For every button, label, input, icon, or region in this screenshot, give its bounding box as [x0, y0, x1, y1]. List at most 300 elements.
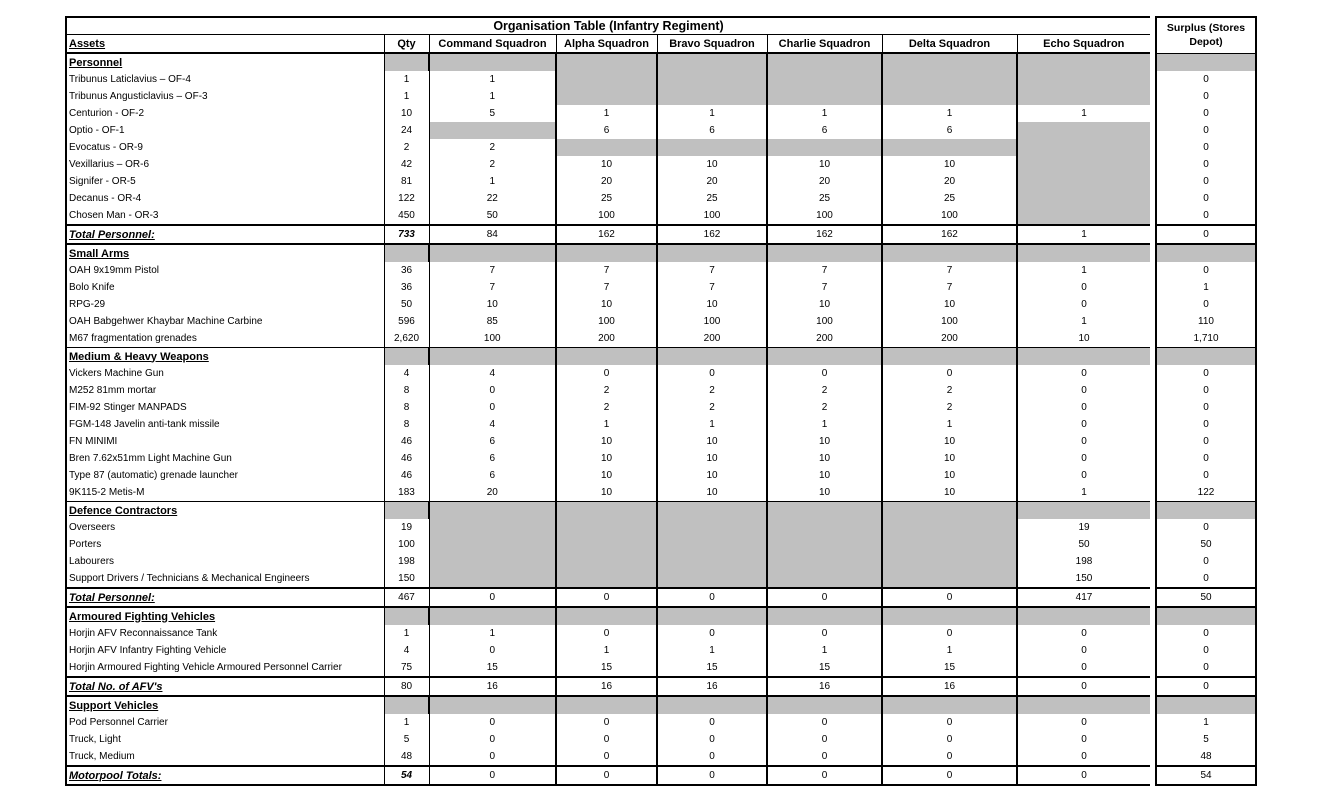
squadron-cell: 0 [882, 748, 1017, 766]
squadron-cell: 200 [657, 330, 767, 348]
squadron-cell [767, 139, 882, 156]
squadron-cell: 0 [1017, 279, 1150, 296]
asset-name: Type 87 (automatic) grenade launcher [66, 467, 384, 484]
squadron-cell: 10 [556, 484, 657, 502]
squadron-cell: 0 [429, 382, 556, 399]
asset-row [66, 190, 1256, 207]
squadron-cell [882, 139, 1017, 156]
surplus-cell: 0 [1156, 190, 1256, 207]
squadron-cell: 20 [556, 173, 657, 190]
asset-row [66, 484, 1256, 502]
squadron-cell: 0 [429, 588, 556, 607]
squadron-cell: 7 [767, 279, 882, 296]
qty-cell: 4 [384, 642, 429, 659]
qty-cell: 2,620 [384, 330, 429, 348]
squadron-cell: 16 [767, 677, 882, 696]
squadron-cell: 10 [556, 433, 657, 450]
squadron-cell [657, 553, 767, 570]
squadron-cell: 100 [556, 207, 657, 225]
squadron-cell: 16 [882, 677, 1017, 696]
squadron-cell [556, 71, 657, 88]
squadron-cell: 1 [1017, 484, 1150, 502]
asset-name: Pod Personnel Carrier [66, 714, 384, 731]
shaded-cell [556, 607, 657, 625]
shaded-cell [1017, 502, 1150, 520]
qty-cell: 42 [384, 156, 429, 173]
surplus-cell: 48 [1156, 748, 1256, 766]
asset-row [66, 330, 1256, 348]
section-heading: Personnel [66, 53, 384, 71]
asset-name: Vickers Machine Gun [66, 365, 384, 382]
surplus-cell: 0 [1156, 207, 1256, 225]
shaded-cell [767, 53, 882, 71]
qty-cell: 5 [384, 731, 429, 748]
squadron-cell: 1 [657, 642, 767, 659]
asset-row [66, 105, 1256, 122]
squadron-cell: 1 [1017, 262, 1150, 279]
qty-cell: 100 [384, 536, 429, 553]
squadron-cell [1017, 190, 1150, 207]
squadron-cell: 0 [767, 625, 882, 642]
squadron-cell: 7 [429, 262, 556, 279]
squadron-cell: 7 [429, 279, 556, 296]
squadron-cell: 5 [429, 105, 556, 122]
asset-row [66, 156, 1256, 173]
squadron-cell: 0 [429, 714, 556, 731]
squadron-cell: 100 [657, 313, 767, 330]
organisation-table-sheet [65, 16, 1257, 786]
squadron-cell: 25 [882, 190, 1017, 207]
squadron-cell: 10 [657, 296, 767, 313]
squadron-cell: 100 [882, 313, 1017, 330]
squadron-cell: 10 [657, 484, 767, 502]
squadron-cell [556, 570, 657, 588]
surplus-cell: 0 [1156, 262, 1256, 279]
squadron-cell: 200 [767, 330, 882, 348]
total-label: Total No. of AFV's [66, 677, 384, 696]
squadron-cell: 0 [1017, 433, 1150, 450]
squadron-cell: 7 [882, 279, 1017, 296]
squadron-cell: 1 [882, 642, 1017, 659]
squadron-cell: 4 [429, 416, 556, 433]
squadron-cell: 15 [429, 659, 556, 677]
squadron-cell: 1 [1017, 225, 1150, 244]
squadron-cell: 0 [657, 748, 767, 766]
asset-row [66, 262, 1256, 279]
squadron-cell: 10 [1017, 330, 1150, 348]
squadron-cell: 0 [1017, 382, 1150, 399]
squadron-cell [429, 122, 556, 139]
qty-cell: 8 [384, 416, 429, 433]
section-heading: Small Arms [66, 244, 384, 262]
squadron-cell: 0 [429, 748, 556, 766]
squadron-cell: 2 [657, 382, 767, 399]
surplus-cell: 0 [1156, 450, 1256, 467]
squadron-cell: 2 [882, 382, 1017, 399]
asset-name: Tribunus Laticlavius – OF-4 [66, 71, 384, 88]
squadron-cell: 0 [429, 731, 556, 748]
squadron-cell: 0 [1017, 642, 1150, 659]
asset-name: Centurion - OF-2 [66, 105, 384, 122]
surplus-cell: 0 [1156, 139, 1256, 156]
squadron-cell: 2 [767, 399, 882, 416]
squadron-cell: 10 [556, 296, 657, 313]
asset-name: RPG-29 [66, 296, 384, 313]
asset-row [66, 313, 1256, 330]
squadron-cell: 19 [1017, 519, 1150, 536]
total-row [66, 766, 1256, 785]
asset-row [66, 207, 1256, 225]
squadron-cell: 417 [1017, 588, 1150, 607]
surplus-cell: 0 [1156, 659, 1256, 677]
squadron-cell: 1 [767, 105, 882, 122]
shaded-cell [657, 696, 767, 714]
section-row [66, 348, 1256, 366]
surplus-cell: 1,710 [1156, 330, 1256, 348]
squadron-cell: 2 [882, 399, 1017, 416]
squadron-cell [556, 139, 657, 156]
asset-name: Support Drivers / Technicians & Mechanical Engineers [66, 570, 384, 588]
surplus-cell: 0 [1156, 553, 1256, 570]
squadron-cell: 6 [429, 433, 556, 450]
asset-name: Chosen Man - OR-3 [66, 207, 384, 225]
section-heading: Support Vehicles [66, 696, 384, 714]
shaded-cell [556, 244, 657, 262]
shaded-cell [384, 502, 429, 520]
squadron-cell [1017, 207, 1150, 225]
squadron-cell: 1 [657, 416, 767, 433]
squadron-cell: 0 [882, 766, 1017, 785]
shaded-cell [429, 696, 556, 714]
shaded-cell [429, 244, 556, 262]
surplus-cell: 0 [1156, 677, 1256, 696]
shaded-cell [882, 696, 1017, 714]
squadron-cell: 10 [767, 433, 882, 450]
shaded-cell [767, 244, 882, 262]
squadron-cell: 10 [556, 450, 657, 467]
surplus-cell: 0 [1156, 156, 1256, 173]
shaded-cell [1017, 607, 1150, 625]
surplus-cell: 0 [1156, 122, 1256, 139]
squadron-cell: 2 [556, 382, 657, 399]
squadron-cell [657, 71, 767, 88]
squadron-cell: 6 [429, 467, 556, 484]
squadron-cell: 0 [556, 748, 657, 766]
squadron-cell: 0 [1017, 416, 1150, 433]
surplus-header: Surplus (Stores Depot) [1156, 17, 1256, 53]
squadron-cell: 100 [556, 313, 657, 330]
squadron-cell: 0 [1017, 731, 1150, 748]
shaded-cell [657, 53, 767, 71]
squadron-cell [429, 519, 556, 536]
asset-name: Decanus - OR-4 [66, 190, 384, 207]
squadron-cell: 1 [767, 416, 882, 433]
squadron-cell [657, 519, 767, 536]
shaded-cell [1156, 696, 1256, 714]
squadron-cell: 7 [657, 279, 767, 296]
squadron-cell: 22 [429, 190, 556, 207]
surplus-cell: 0 [1156, 433, 1256, 450]
squadron-cell: 25 [556, 190, 657, 207]
squadron-cell: 100 [767, 313, 882, 330]
squadron-cell [657, 139, 767, 156]
squadron-cell: 6 [767, 122, 882, 139]
asset-row [66, 570, 1256, 588]
squadron-cell: 1 [556, 416, 657, 433]
total-row [66, 225, 1256, 244]
shaded-cell [767, 607, 882, 625]
squadron-cell [429, 553, 556, 570]
qty-cell: 54 [384, 766, 429, 785]
asset-row [66, 467, 1256, 484]
shaded-cell [1156, 53, 1256, 71]
squadron-cell: 1 [767, 642, 882, 659]
squadron-cell: 0 [882, 731, 1017, 748]
asset-name: OAH Babgehwer Khaybar Machine Carbine [66, 313, 384, 330]
squadron-cell: 0 [556, 365, 657, 382]
surplus-cell: 122 [1156, 484, 1256, 502]
qty-cell: 8 [384, 382, 429, 399]
squadron-cell: 0 [556, 588, 657, 607]
squadron-cell: 0 [556, 714, 657, 731]
squadron-cell: 0 [1017, 625, 1150, 642]
shaded-cell [429, 53, 556, 71]
squadron-cell: 85 [429, 313, 556, 330]
squadron-cell: 25 [657, 190, 767, 207]
squadron-cell: 10 [767, 467, 882, 484]
table-title: Organisation Table (Infantry Regiment) [66, 17, 1150, 35]
assets-header: Assets [66, 35, 384, 54]
squadron-cell: 0 [767, 714, 882, 731]
asset-row [66, 296, 1256, 313]
squadron-cell: 0 [1017, 677, 1150, 696]
squadron-cell: 0 [767, 731, 882, 748]
squadron-cell: 0 [1017, 659, 1150, 677]
qty-cell: 48 [384, 748, 429, 766]
squadron-cell: 162 [657, 225, 767, 244]
squadron-cell: 100 [429, 330, 556, 348]
qty-cell: 198 [384, 553, 429, 570]
shaded-cell [1156, 607, 1256, 625]
qty-cell: 19 [384, 519, 429, 536]
shaded-cell [1017, 696, 1150, 714]
squadron-cell [657, 570, 767, 588]
section-heading: Armoured Fighting Vehicles [66, 607, 384, 625]
qty-cell: 1 [384, 71, 429, 88]
squadron-cell: 15 [767, 659, 882, 677]
squadron-cell: 10 [882, 450, 1017, 467]
shaded-cell [384, 607, 429, 625]
shaded-cell [556, 53, 657, 71]
squadron-cell [556, 553, 657, 570]
qty-cell: 183 [384, 484, 429, 502]
total-label: Total Personnel: [66, 588, 384, 607]
squadron-cell: 0 [429, 642, 556, 659]
squadron-cell: 100 [657, 207, 767, 225]
squadron-cell: 6 [657, 122, 767, 139]
shaded-cell [657, 607, 767, 625]
asset-row [66, 625, 1256, 642]
asset-name: Truck, Light [66, 731, 384, 748]
shaded-cell [1017, 244, 1150, 262]
column-header: Bravo Squadron [657, 35, 767, 54]
surplus-cell: 5 [1156, 731, 1256, 748]
column-header: Qty [384, 35, 429, 54]
squadron-cell: 0 [1017, 365, 1150, 382]
asset-name: Signifer - OR-5 [66, 173, 384, 190]
asset-row [66, 433, 1256, 450]
qty-cell: 150 [384, 570, 429, 588]
total-label: Total Personnel: [66, 225, 384, 244]
squadron-cell: 7 [767, 262, 882, 279]
surplus-cell: 0 [1156, 173, 1256, 190]
squadron-cell: 1 [657, 105, 767, 122]
asset-name: Optio - OF-1 [66, 122, 384, 139]
squadron-cell: 0 [767, 588, 882, 607]
squadron-cell: 16 [556, 677, 657, 696]
qty-cell: 1 [384, 88, 429, 105]
surplus-cell: 0 [1156, 625, 1256, 642]
asset-name: Bolo Knife [66, 279, 384, 296]
squadron-cell: 7 [657, 262, 767, 279]
header-row [66, 35, 1256, 54]
asset-row [66, 536, 1256, 553]
surplus-cell: 0 [1156, 296, 1256, 313]
squadron-cell [657, 88, 767, 105]
asset-row [66, 88, 1256, 105]
column-header: Alpha Squadron [556, 35, 657, 54]
asset-row [66, 659, 1256, 677]
squadron-cell: 6 [556, 122, 657, 139]
shaded-cell [882, 502, 1017, 520]
squadron-cell: 10 [657, 467, 767, 484]
squadron-cell: 6 [882, 122, 1017, 139]
squadron-cell: 0 [556, 766, 657, 785]
squadron-cell: 2 [767, 382, 882, 399]
surplus-cell: 50 [1156, 536, 1256, 553]
squadron-cell: 2 [429, 156, 556, 173]
squadron-cell: 0 [429, 766, 556, 785]
shaded-cell [429, 348, 556, 366]
squadron-cell: 10 [556, 156, 657, 173]
asset-name: M67 fragmentation grenades [66, 330, 384, 348]
surplus-cell: 0 [1156, 382, 1256, 399]
squadron-cell: 0 [1017, 450, 1150, 467]
squadron-cell: 0 [657, 766, 767, 785]
squadron-cell [1017, 71, 1150, 88]
squadron-cell: 16 [657, 677, 767, 696]
asset-name: OAH 9x19mm Pistol [66, 262, 384, 279]
squadron-cell: 0 [657, 714, 767, 731]
surplus-cell: 1 [1156, 279, 1256, 296]
squadron-cell: 20 [429, 484, 556, 502]
squadron-cell: 10 [429, 296, 556, 313]
qty-cell: 46 [384, 433, 429, 450]
surplus-cell: 0 [1156, 642, 1256, 659]
squadron-cell: 10 [657, 450, 767, 467]
squadron-cell: 0 [556, 625, 657, 642]
squadron-cell: 1 [1017, 313, 1150, 330]
squadron-cell: 1 [882, 416, 1017, 433]
asset-row [66, 173, 1256, 190]
squadron-cell: 0 [767, 766, 882, 785]
squadron-cell: 20 [882, 173, 1017, 190]
squadron-cell: 0 [1017, 467, 1150, 484]
surplus-cell: 0 [1156, 467, 1256, 484]
squadron-cell [1017, 122, 1150, 139]
squadron-cell [556, 536, 657, 553]
shaded-cell [556, 696, 657, 714]
squadron-cell [657, 536, 767, 553]
squadron-cell: 4 [429, 365, 556, 382]
squadron-cell: 7 [556, 262, 657, 279]
squadron-cell: 1 [1017, 105, 1150, 122]
section-row [66, 53, 1256, 71]
squadron-cell: 10 [882, 156, 1017, 173]
squadron-cell: 15 [657, 659, 767, 677]
squadron-cell: 0 [657, 731, 767, 748]
shaded-cell [384, 348, 429, 366]
asset-row [66, 731, 1256, 748]
squadron-cell: 2 [556, 399, 657, 416]
squadron-cell: 84 [429, 225, 556, 244]
surplus-cell: 110 [1156, 313, 1256, 330]
squadron-cell: 100 [767, 207, 882, 225]
squadron-cell [882, 553, 1017, 570]
squadron-cell: 10 [767, 296, 882, 313]
squadron-cell: 10 [767, 450, 882, 467]
shaded-cell [767, 696, 882, 714]
squadron-cell: 7 [556, 279, 657, 296]
column-header: Echo Squadron [1017, 35, 1150, 54]
qty-cell: 46 [384, 467, 429, 484]
squadron-cell: 10 [882, 484, 1017, 502]
surplus-cell: 0 [1156, 519, 1256, 536]
squadron-cell: 200 [556, 330, 657, 348]
qty-cell: 10 [384, 105, 429, 122]
section-row [66, 244, 1256, 262]
surplus-cell: 0 [1156, 416, 1256, 433]
column-separator [1150, 35, 1156, 54]
shaded-cell [384, 696, 429, 714]
squadron-cell [556, 519, 657, 536]
squadron-cell [882, 570, 1017, 588]
squadron-cell [767, 519, 882, 536]
asset-name: Tribunus Angusticlavius – OF-3 [66, 88, 384, 105]
shaded-cell [882, 53, 1017, 71]
qty-cell: 2 [384, 139, 429, 156]
squadron-cell: 0 [767, 365, 882, 382]
squadron-cell: 0 [1017, 399, 1150, 416]
asset-row [66, 553, 1256, 570]
squadron-cell [429, 536, 556, 553]
squadron-cell [882, 71, 1017, 88]
squadron-cell: 0 [1017, 748, 1150, 766]
squadron-cell: 10 [767, 484, 882, 502]
asset-row [66, 748, 1256, 766]
shaded-cell [767, 502, 882, 520]
asset-name: Bren 7.62x51mm Light Machine Gun [66, 450, 384, 467]
asset-name: Horjin AFV Infantry Fighting Vehicle [66, 642, 384, 659]
asset-row [66, 416, 1256, 433]
asset-row [66, 139, 1256, 156]
qty-cell: 596 [384, 313, 429, 330]
squadron-cell: 25 [767, 190, 882, 207]
squadron-cell: 200 [882, 330, 1017, 348]
squadron-cell: 20 [767, 173, 882, 190]
squadron-cell: 198 [1017, 553, 1150, 570]
qty-cell: 81 [384, 173, 429, 190]
